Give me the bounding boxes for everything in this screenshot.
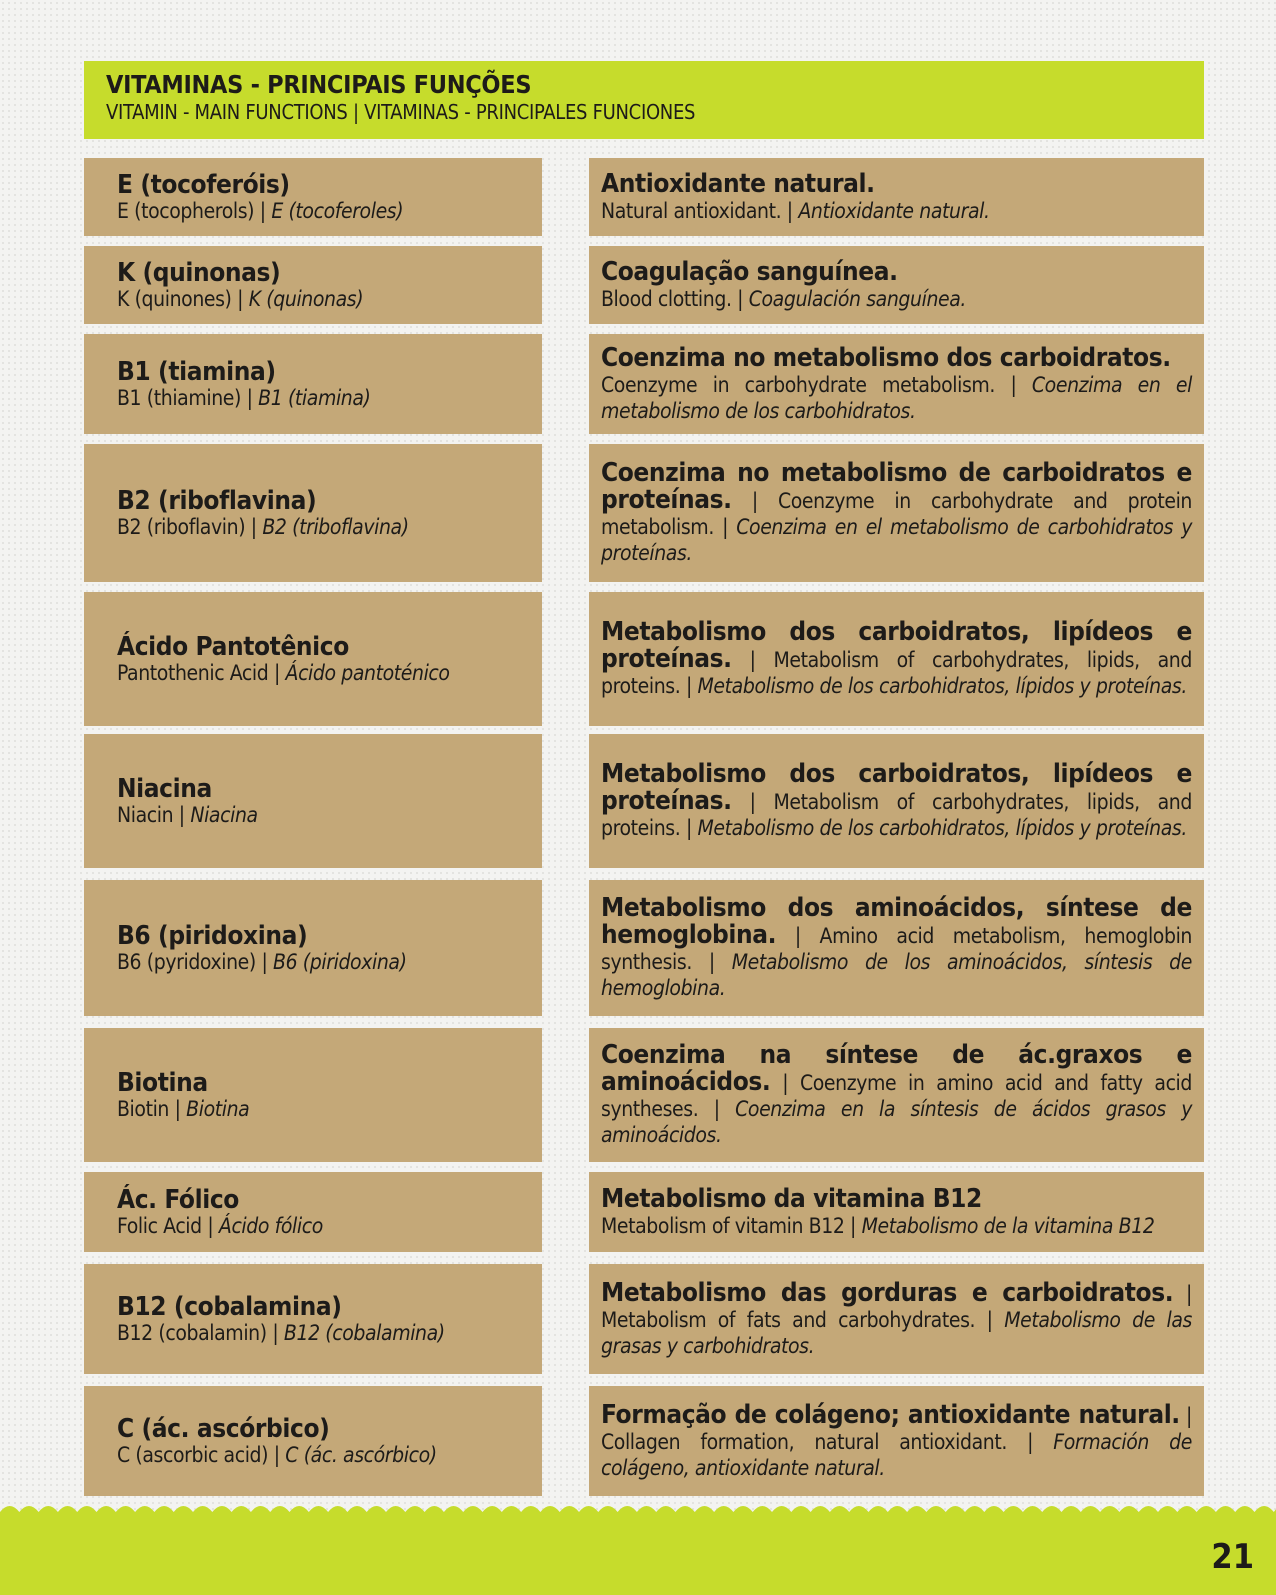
vitamin-name: B1 (tiamina): [117, 356, 276, 387]
vitamin-function-cell: [589, 246, 1204, 324]
vitamin-function-cell: [589, 734, 1204, 868]
vitamin-name-cell: [84, 880, 542, 1016]
table-row: [84, 880, 1204, 1016]
table-row: [84, 1264, 1204, 1374]
vitamin-name-translations: K (quinones) | K (quinonas): [117, 286, 364, 311]
vitamin-name-cell: [84, 1264, 542, 1374]
vitamin-name-translations: B12 (cobalamin) | B12 (cobalamina): [117, 1320, 445, 1345]
page-number: 21: [1211, 1537, 1254, 1577]
vitamin-name: E (tocoferóis): [117, 169, 290, 200]
vitamin-function-cell: [589, 1264, 1204, 1374]
vitamin-function-cell: [589, 1386, 1204, 1496]
vitamin-name: Biotina: [117, 1067, 208, 1098]
page-header: [84, 61, 1204, 139]
table-row: [84, 1028, 1204, 1162]
table-row: [84, 734, 1204, 868]
vitamin-function: Metabolismo dos carboidratos, lipídeos e proteínas. | Metabolism of carbohydrates, lipids, and proteins. | Metabolismo de los carbohidratos, lípidos y proteínas.: [601, 617, 1192, 698]
vitamin-function-cell: [589, 444, 1204, 582]
vitamin-name: Ác. Fólico: [117, 1184, 239, 1215]
vitamin-function: Metabolismo dos aminoácidos, síntese de hemoglobina. | Amino acid metabolism, hemoglobin synthesis. | Metabolismo de los aminoácidos, síntesis de hemoglobina.: [601, 893, 1192, 1000]
page-footer: [0, 1512, 1276, 1595]
vitamin-name-translations: E (tocopherols) | E (tocoferoles): [117, 198, 404, 223]
vitamin-function: Metabolismo das gorduras e carboidratos. | Metabolism of fats and carbohydrates. | Metabolismo de las grasas y carbohidratos.: [601, 1277, 1192, 1358]
vitamin-name-cell: [84, 734, 542, 868]
vitamin-name-translations: B6 (pyridoxine) | B6 (piridoxina): [117, 949, 407, 974]
vitamin-name-translations: Biotin | Biotina: [117, 1096, 250, 1121]
vitamin-name-cell: [84, 1386, 542, 1496]
vitamin-name-cell: [84, 1028, 542, 1162]
vitamin-function: Metabolismo dos carboidratos, lipídeos e proteínas. | Metabolism of carbohydrates, lipids, and proteins. | Metabolismo de los carbohidratos, lípidos y proteínas.: [601, 759, 1192, 840]
table-row: [84, 1172, 1204, 1252]
vitamin-function-cell: [589, 880, 1204, 1016]
vitamin-name-translations: B2 (riboflavin) | B2 (triboflavina): [117, 514, 409, 539]
vitamin-name: K (quinonas): [117, 257, 281, 288]
vitamin-name: Ácido Pantotênico: [117, 631, 349, 662]
vitamin-function: Metabolismo da vitamina B12 Metabolism of vitamin B12 | Metabolismo de la vitamina B12: [601, 1183, 1155, 1238]
vitamin-name-cell: [84, 592, 542, 726]
vitamin-function-cell: [589, 334, 1204, 434]
header-title: VITAMINAS - PRINCIPAIS FUNÇÕES: [106, 70, 532, 99]
vitamin-name-translations: Niacin | Niacina: [117, 802, 258, 827]
vitamin-function: Antioxidante natural. Natural antioxidant. | Antioxidante natural.: [601, 168, 990, 223]
vitamin-function-cell: [589, 158, 1204, 236]
vitamin-function-cell: [589, 1028, 1204, 1162]
vitamin-function: Coagulação sanguínea. Blood clotting. | Coagulación sanguínea.: [601, 256, 967, 311]
vitamin-name-translations: Folic Acid | Ácido fólico: [117, 1213, 323, 1238]
vitamin-name-translations: Pantothenic Acid | Ácido pantoténico: [117, 660, 450, 685]
vitamin-name-cell: [84, 1172, 542, 1252]
vitamin-name-translations: C (ascorbic acid) | C (ác. ascórbico): [117, 1442, 437, 1467]
vitamin-name: B2 (riboflavina): [117, 485, 317, 516]
vitamin-name-cell: [84, 444, 542, 582]
table-row: [84, 444, 1204, 582]
vitamin-function: Coenzima no metabolismo dos carboidratos. Coenzyme in carbohydrate metabolism. | Coenzima en el metabolismo de los carbohidratos.: [601, 342, 1192, 423]
vitamin-function: Coenzima no metabolismo de carboidratos e proteínas. | Coenzyme in carbohydrate and protein metabolism. | Coenzima en el metabolismo de carbohidratos y proteínas.: [601, 458, 1192, 565]
table-row: [84, 158, 1204, 236]
vitamin-name: Niacina: [117, 773, 212, 804]
vitamin-function-cell: [589, 1172, 1204, 1252]
vitamin-function: Formação de colágeno; antioxidante natural. | Collagen formation, natural antioxidant. | Formación de colágeno, antioxidante natural.: [601, 1399, 1192, 1480]
vitamin-name: B6 (piridoxina): [117, 920, 308, 951]
vitamin-function-cell: [589, 592, 1204, 726]
vitamin-name: B12 (cobalamina): [117, 1291, 342, 1322]
table-row: [84, 246, 1204, 324]
table-row: [84, 592, 1204, 726]
header-subtitle: VITAMIN - MAIN FUNCTIONS | VITAMINAS - PRINCIPALES FUNCIONES: [106, 100, 696, 124]
vitamin-name-cell: [84, 246, 542, 324]
table-row: [84, 1386, 1204, 1496]
table-row: [84, 334, 1204, 434]
vitamin-name-cell: [84, 334, 542, 434]
vitamin-name-translations: B1 (thiamine) | B1 (tiamina): [117, 385, 371, 410]
vitamin-name: C (ác. ascórbico): [117, 1413, 330, 1444]
vitamin-name-cell: [84, 158, 542, 236]
vitamin-function: Coenzima na síntese de ác.graxos e aminoácidos. | Coenzyme in amino acid and fatty acid syntheses. | Coenzima en la síntesis de ácidos grasos y aminoácidos.: [601, 1040, 1193, 1147]
